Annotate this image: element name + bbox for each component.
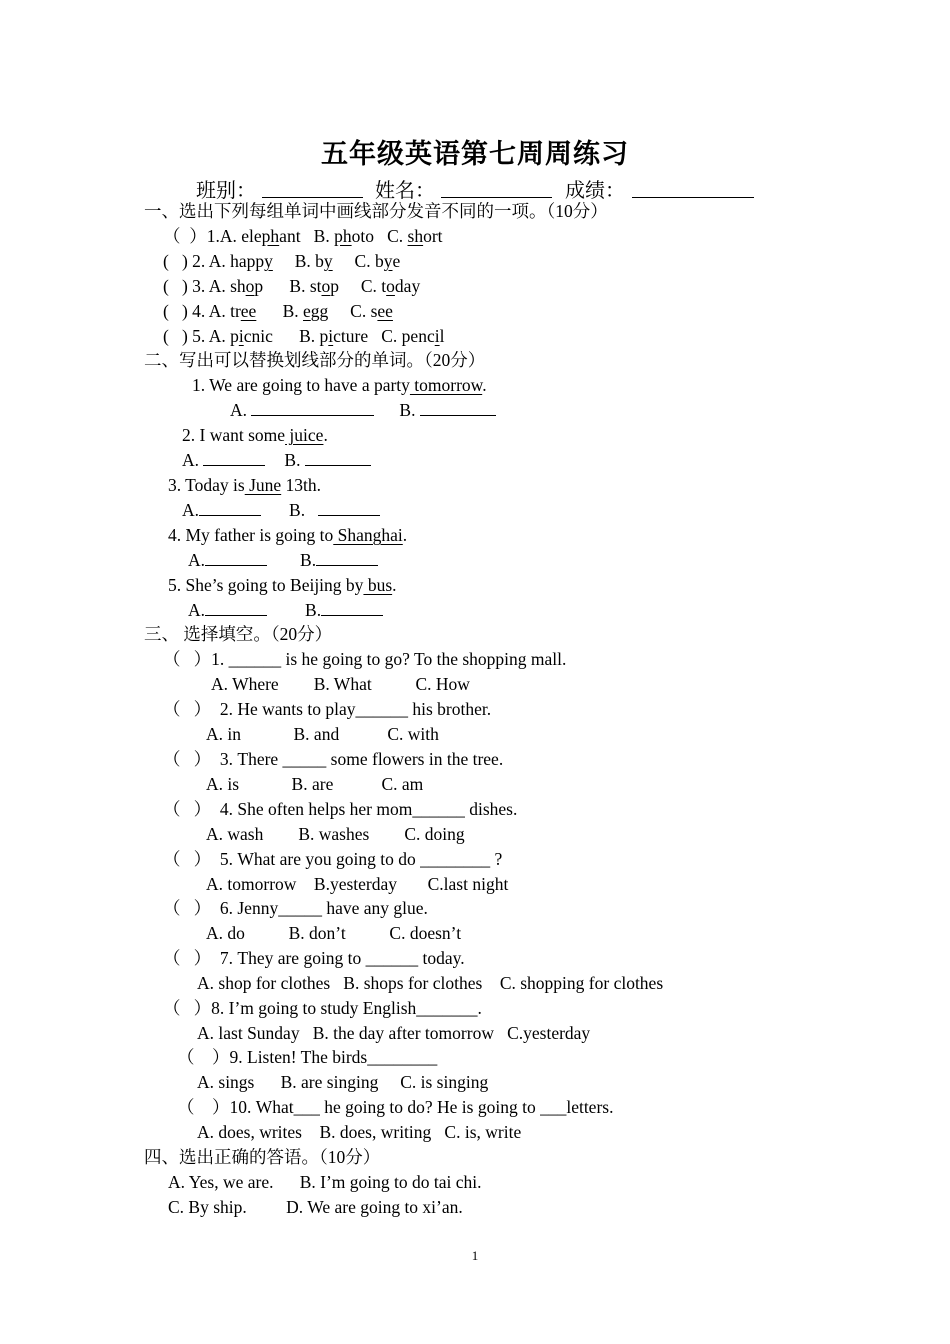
s2-question-3: 3. Today is June 13th.: [168, 475, 322, 495]
s3-options-8: A. last Sunday B. the day after tomorrow C.yesterday: [197, 1023, 591, 1043]
answer-blank[interactable]: [251, 399, 374, 416]
s3-options-4: A. wash B. washes C. doing: [206, 824, 465, 844]
section-2-heading: 二、写出可以替换划线部分的单词。（20分）: [144, 350, 486, 370]
section-1-heading: 一、选出下列每组单词中画线部分发音不同的一项。（10分）: [144, 201, 608, 221]
s3-options-2: A. in B. and C. with: [206, 724, 439, 744]
s3-question-6: （ ） 6. Jenny_____ have any glue.: [163, 898, 428, 918]
name-label: 姓名：: [375, 180, 435, 202]
section-3-heading: 三、 选择填空。（20分）: [144, 624, 333, 644]
s3-options-9: A. sings B. are singing C. is singing: [197, 1072, 489, 1092]
s3-options-5: A. tomorrow B.yesterday C.last night: [206, 874, 509, 894]
s3-options-7: A. shop for clothes B. shops for clothes C. shopping for clothes: [197, 973, 664, 993]
name-blank[interactable]: [441, 181, 552, 198]
s1-question-3: ( ) 3. A. shop B. stop C. today: [163, 276, 421, 296]
s2-question-4: 4. My father is going to Shanghai.: [168, 525, 408, 545]
s3-options-3: A. is B. are C. am: [206, 774, 424, 794]
section-4-heading: 四、选出正确的答语。（10分）: [144, 1147, 381, 1167]
s1-question-5: ( ) 5. A. picnic B. picture C. pencil: [163, 326, 445, 346]
s3-question-8: （ ）8. I’m going to study English_______.: [163, 998, 482, 1018]
s2-question-2: 2. I want some juice.: [182, 425, 328, 445]
s2-answer-3: A. B.: [182, 499, 380, 521]
s3-question-2: （ ） 2. He wants to play______ his brother.: [163, 699, 492, 719]
answer-blank[interactable]: [199, 499, 261, 516]
s3-question-10: （ ）10. What___ he going to do? He is going to ___letters.: [177, 1097, 614, 1117]
s3-question-1: （ ）1. ______ is he going to go? To the shopping mall.: [163, 649, 567, 669]
s3-options-10: A. does, writes B. does, writing C. is, write: [197, 1122, 522, 1142]
s3-question-7: （ ） 7. They are going to ______ today.: [163, 948, 465, 968]
s4-options-row-1: A. Yes, we are. B. I’m going to do tai chi.: [168, 1172, 482, 1192]
answer-blank[interactable]: [420, 399, 496, 416]
s3-options-1: A. Where B. What C. How: [211, 674, 470, 694]
score-blank[interactable]: [632, 181, 754, 198]
s3-question-3: （ ） 3. There _____ some flowers in the tree.: [163, 749, 504, 769]
answer-blank[interactable]: [205, 549, 267, 566]
s4-options-row-2: C. By ship. D. We are going to xi’an.: [168, 1197, 463, 1217]
answer-blank[interactable]: [203, 449, 265, 466]
answer-blank[interactable]: [316, 549, 378, 566]
s2-answer-5: A. B.: [188, 599, 383, 621]
s3-question-4: （ ） 4. She often helps her mom______ dishes.: [163, 799, 518, 819]
answer-blank[interactable]: [205, 599, 267, 616]
answer-blank[interactable]: [305, 449, 371, 466]
answer-blank[interactable]: [318, 499, 380, 516]
page-title: 五年级英语第七周周练习: [321, 139, 629, 170]
s2-answer-4: A. B.: [188, 549, 378, 571]
s3-options-6: A. do B. don’t C. doesn’t: [206, 923, 462, 943]
s2-question-5: 5. She’s going to Beijing by bus.: [168, 575, 397, 595]
s2-answer-1: A. B.: [230, 399, 496, 421]
s3-question-5: （ ） 5. What are you going to do ________ ?: [163, 849, 503, 869]
score-label: 成绩：: [565, 180, 625, 202]
s2-answer-2: A. B.: [182, 449, 371, 471]
page-number: 1: [471, 1248, 479, 1263]
s1-question-1: （ ）1.A. elephant B. photo C. short: [163, 226, 443, 246]
s1-question-2: ( ) 2. A. happy B. by C. bye: [163, 251, 401, 271]
answer-blank[interactable]: [321, 599, 383, 616]
s1-question-4: ( ) 4. A. tree B. egg C. see: [163, 301, 393, 321]
class-blank[interactable]: [262, 181, 363, 198]
s3-question-9: （ ）9. Listen! The birds________: [177, 1047, 438, 1067]
class-label: 班别：: [196, 180, 256, 202]
s2-question-1: 1. We are going to have a party tomorrow.: [192, 375, 487, 395]
